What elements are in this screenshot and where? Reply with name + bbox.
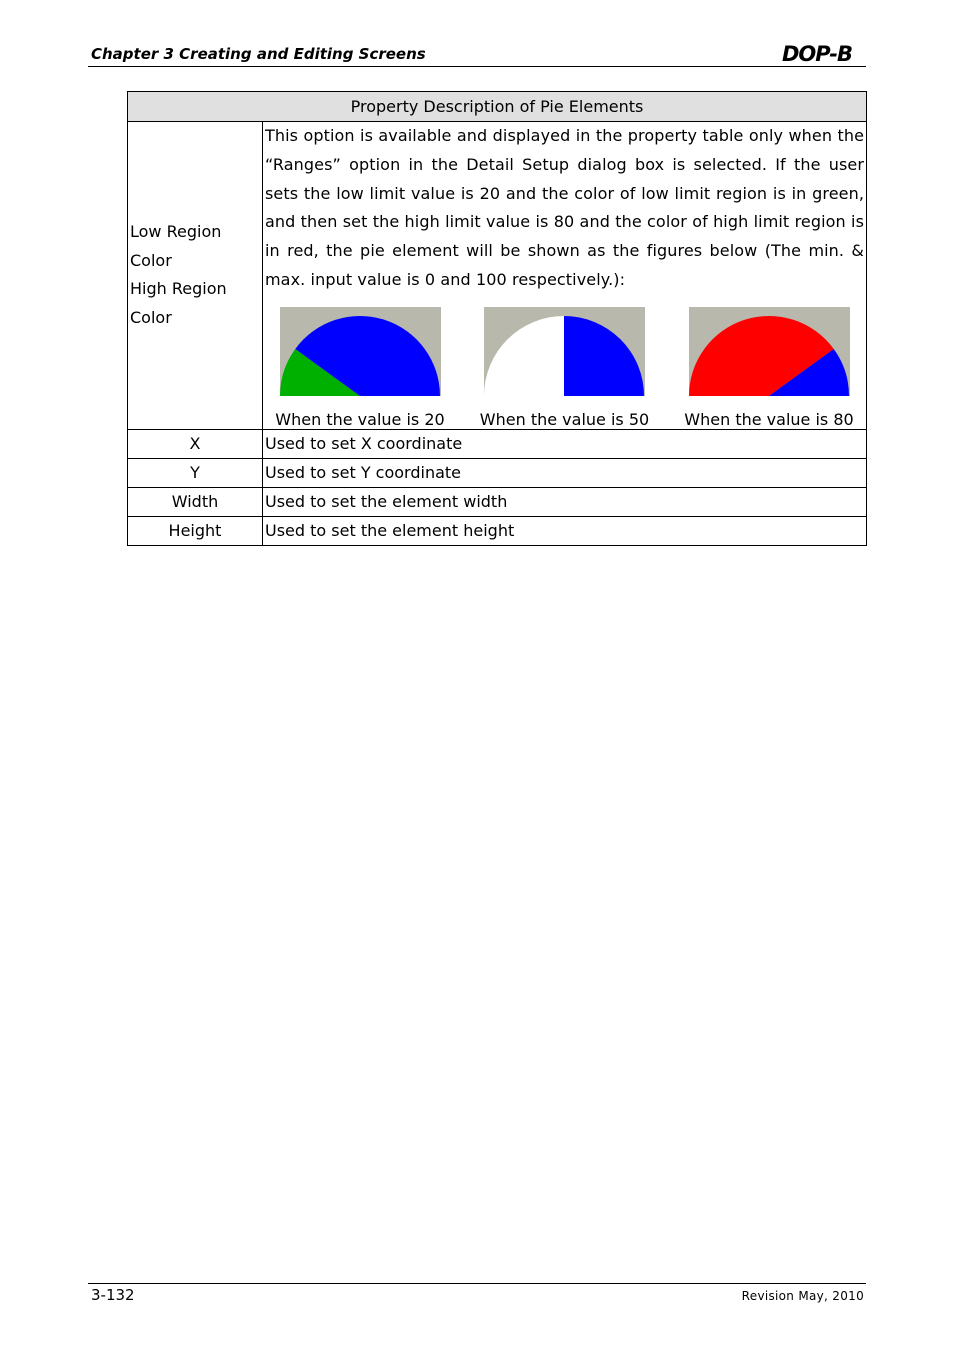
property-description: Used to set X coordinate (263, 429, 867, 458)
pie-image-20 (280, 307, 441, 396)
chapter-title: Chapter 3 Creating and Editing Screens (91, 45, 426, 63)
table-row (128, 458, 867, 487)
page-number: 3-132 (91, 1286, 135, 1304)
property-description: Used to set the element width (263, 487, 867, 516)
name-line: Color (130, 250, 172, 270)
pie-caption: When the value is 20 (275, 409, 445, 429)
property-name: Y (128, 458, 263, 487)
revision-text: Revision May, 2010 (741, 1289, 864, 1303)
pie-figure (265, 307, 455, 429)
header-divider (88, 66, 866, 67)
region-name-cell (128, 122, 263, 430)
table-row (128, 516, 867, 545)
property-name: X (128, 429, 263, 458)
table-row (128, 429, 867, 458)
name-line: High Region (130, 279, 227, 299)
pie-image-80 (689, 307, 850, 396)
pie-figures (265, 307, 864, 429)
logo-text: DOP-B (782, 42, 853, 66)
pie-caption: When the value is 50 (479, 409, 650, 429)
property-table (127, 91, 867, 546)
dop-b-logo (780, 40, 866, 66)
name-line: Color (130, 308, 172, 328)
table-row (128, 487, 867, 516)
footer-divider (88, 1283, 866, 1284)
property-description: Used to set Y coordinate (263, 458, 867, 487)
table-row (128, 122, 867, 430)
name-line: Low Region (130, 221, 222, 241)
property-description: Used to set the element height (263, 516, 867, 545)
property-name: Width (128, 487, 263, 516)
pie-image-50 (484, 307, 645, 396)
pie-figure (470, 307, 660, 429)
pie-figure (674, 307, 864, 429)
table-title: Property Description of Pie Elements (128, 92, 867, 122)
property-name: Height (128, 516, 263, 545)
pie-caption: When the value is 80 (684, 409, 854, 429)
region-description-cell (263, 122, 867, 430)
region-description: This option is available and displayed in the property table only when the “Ranges” option in the Detail Setup dialog box is selected. If the user sets the low limit value is 20 and the color of low limit region is in green, and then set the high limit value is 80 and the color of high limit region is in red, the pie element will be shown as the figures below (The min. & max. input value is 0 and 100 respectively.): (265, 126, 865, 289)
